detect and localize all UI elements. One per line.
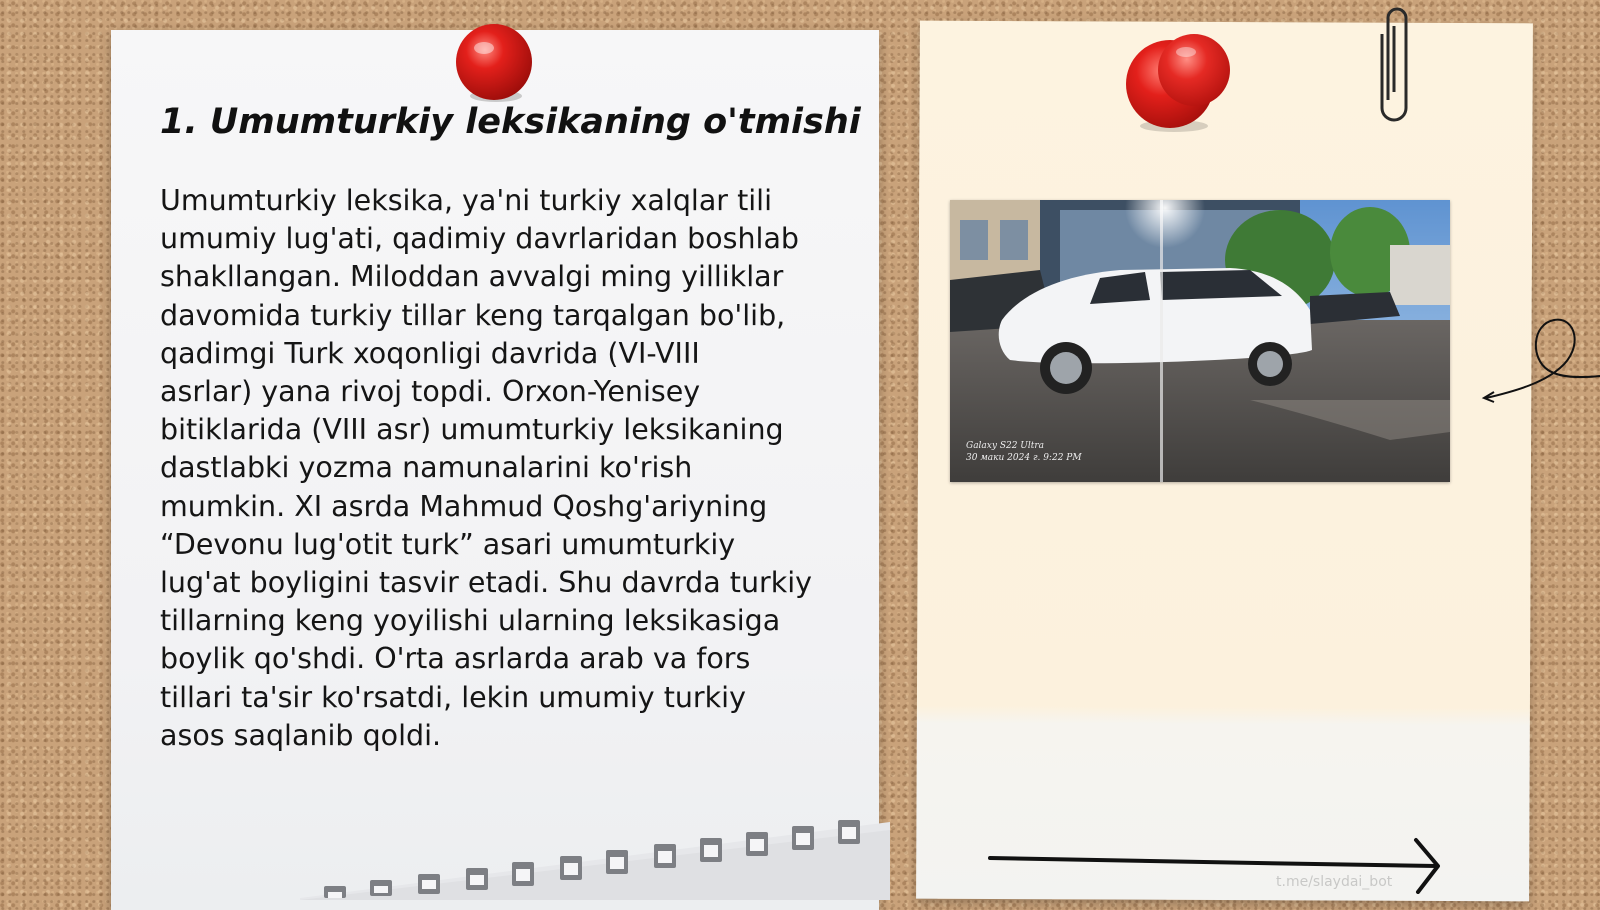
- watermark-text: t.me/slaydai_bot: [1276, 874, 1393, 890]
- paperclip-icon: [1374, 0, 1420, 126]
- push-pin-icon: [452, 20, 536, 104]
- photo-caption-device: Galaxy S22 Ultra: [966, 441, 1045, 451]
- slide-title: 1. Umumturkiy leksikaning o'tmishi: [160, 102, 861, 142]
- push-pin-icon: [1122, 30, 1240, 134]
- car-photo: [950, 200, 1450, 482]
- torn-paper-strip: [300, 800, 890, 900]
- loop-arrow-icon: [1480, 312, 1600, 408]
- slide-body-text: Umumturkiy leksika, ya'ni turkiy xalqlar tili umumiy lug'ati, qadimiy davrlaridan boshlab shakllangan. Miloddan avvalgi ming yilliklar davomida turkiy tillar keng tarqalgan bo'lib, qadimgi Turk xoqonligi davrida (VI-VIII asrlar) yana rivoj topdi. Orxon-Yenisey bitiklarida (VIII asr) umumturkiy leksikaning dastlabki yozma namunalarini ko'rish mumkin. XI asrda Mahmud Qoshg'ariyning “Devonu lug'otit turk” asari umumturkiy lug'at boyligini tasvir etadi. Shu davrda turkiy tillarning keng yoyilishi ularning leksikasiga boylik qo'shdi. O'rta asrlarda arab va fors tillari ta'sir ko'rsatdi, lekin umumiy turkiy asos saqlanib qoldi.: [160, 184, 813, 752]
- photo-caption-date: 30 маки 2024 г. 9:22 PM: [966, 453, 1082, 463]
